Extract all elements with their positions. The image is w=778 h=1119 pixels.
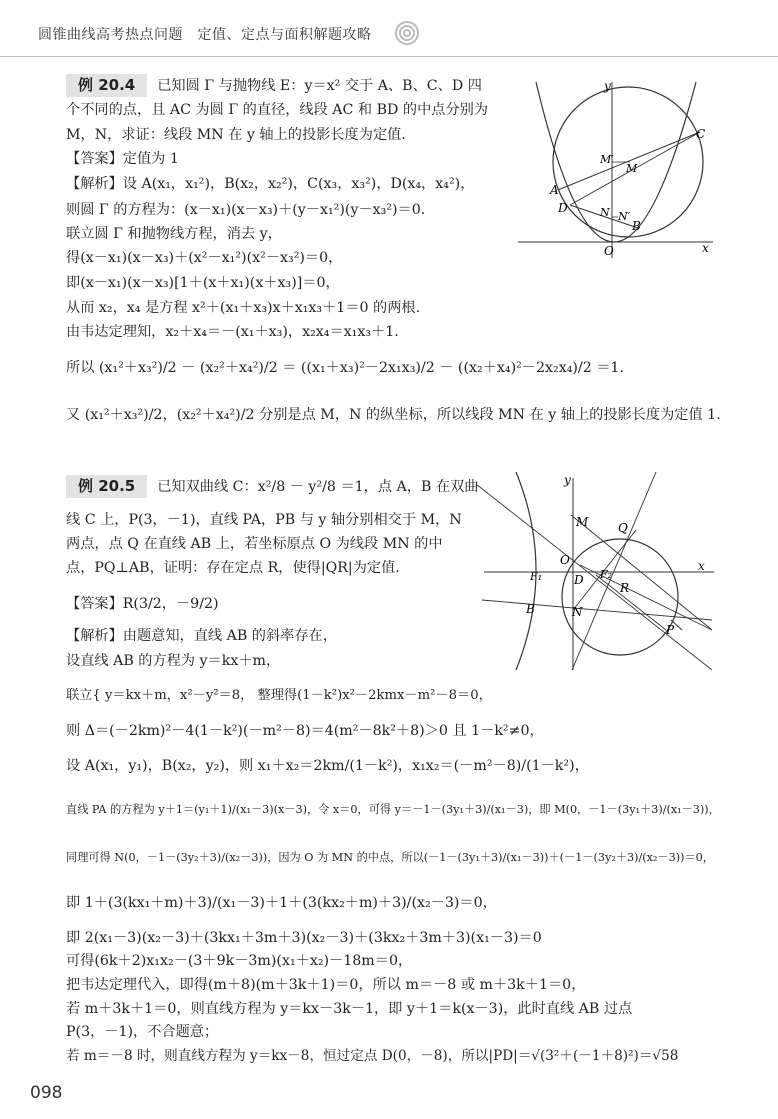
fig2-label-O: O <box>560 553 570 567</box>
fig1-label-N: N <box>600 206 610 219</box>
example-20-4-solution-4: 得(x－x₁)(x－x₃)＋(x²－x₁²)(x²－x₃²)＝0， <box>66 250 343 266</box>
page-number: 098 <box>30 1083 63 1103</box>
example-20-5-solution-10: 可得(6k＋2)x₁x₂－(3＋9k－3m)(x₁＋x₂)－18m＝0， <box>66 953 413 969</box>
example-20-5-solution-7: 同理可得 N(0，－1－(3y₂＋3)/(x₂－3))，因为 O 为 MN 的中点，所以(－1－(3y₁＋3)/(x₁－3))＋(－1－(3y₂＋3)/(x₂－3))＝0， <box>66 851 714 864</box>
fig1-label-O: O <box>604 244 614 258</box>
example-20-4-tag: 例 20.4 <box>66 74 147 97</box>
example-20-5-solution-6: 直线 PA 的方程为 y＋1＝(y₁＋1)/(x₁－3)(x－3)，令 x＝0，可得 y＝－1－(3y₁＋3)/(x₁－3)，即 M(0，－1－(3y₁＋3)/(x₁－3))， <box>66 803 720 816</box>
example-20-4-line-1: 例 20.4 已知圆 Γ 与抛物线 E：y＝x² 交于 A、B、C、D 四 <box>66 74 482 97</box>
fig2-label-F1: F₁ <box>530 570 543 583</box>
example-20-4-solution-5: 即(x－x₁)(x－x₃)[1＋(x＋x₁)(x＋x₃)]＝0， <box>66 275 340 291</box>
fig2-label-M: M <box>576 515 589 529</box>
figure-20-4 <box>518 78 718 260</box>
fig2-label-x: x <box>698 559 705 573</box>
example-20-5-solution-2: 设直线 AB 的方程为 y＝kx＋m， <box>66 653 281 669</box>
example-20-4-answer: 【答案】定值为 1 <box>66 151 179 167</box>
example-20-5-solution-1: 【解析】由题意知，直线 AB 的斜率存在， <box>66 628 337 644</box>
example-20-4-solution-2: 则圆 Γ 的方程为：(x－x₁)(x－x₃)＋(y－x₁²)(y－x₃²)＝0. <box>66 202 426 218</box>
fig1-label-B: B <box>632 219 641 233</box>
fig2-label-N: N <box>572 605 583 619</box>
example-20-5-solution-8: 即 1＋(3(kx₁＋m)＋3)/(x₁－3)＋1＋(3(kx₂＋m)＋3)/(x₂－3)＝0， <box>66 895 497 911</box>
example-20-4-solution-1: 【解析】设 A(x₁，x₁²)，B(x₂，x₂²)，C(x₃，x₃²)，D(x₄，x₄²)， <box>66 176 475 192</box>
example-20-5-solution-3: 联立{ y＝kx＋m，x²－y²＝8， 整理得(1－k²)x²－2kmx－m²－8＝0， <box>66 688 492 703</box>
example-20-4-solution-8: 所以 (x₁²＋x₃²)/2 － (x₂²＋x₄²)/2 ＝ ((x₁＋x₃)²－2x₁x₃)/2 － ((x₂＋x₄)²－2x₂x₄)/2 ＝1. <box>66 360 624 376</box>
fig1-label-A: A <box>550 183 559 197</box>
header-swirl-icon <box>392 18 426 48</box>
example-20-4-line-2: 个不同的点，且 AC 为圆 Γ 的直径，线段 AC 和 BD 的中点分别为 <box>66 102 489 118</box>
fig2-label-F2: F₂ <box>600 568 613 581</box>
example-20-5-solution-14: 若 m＝－8 时，则直线方程为 y＝kx－8，恒过定点 D(0，－8)，所以|PD|＝√(3²＋(－1＋8)²)＝√58 <box>66 1048 679 1064</box>
example-20-5-line-2: 线 C 上，P(3，－1)，直线 PA，PB 与 y 轴分别相交于 M，N <box>66 512 462 528</box>
fig2-label-P: P <box>666 623 675 637</box>
example-20-4-solution-7: 由韦达定理知，x₂＋x₄＝－(x₁＋x₃)，x₂x₄＝x₁x₃＋1. <box>66 324 399 340</box>
fig2-label-B: B <box>526 602 535 616</box>
example-20-4-line-3: M，N，求证：线段 MN 在 y 轴上的投影长度为定值． <box>66 127 416 143</box>
example-20-5-solution-12: 若 m＋3k＋1＝0，则直线方程为 y＝kx－3k－1，即 y＋1＝k(x－3)，此时直线 AB 过点 <box>66 1001 633 1017</box>
fig1-label-N1: N′ <box>618 210 631 223</box>
example-20-5-solution-4: 则 Δ＝(－2km)²－4(1－k²)(－m²－8)＝4(m²－8k²＋8)＞0 且 1－k²≠0， <box>66 723 544 739</box>
fig1-label-y: y <box>604 79 611 93</box>
example-20-5-line-3: 两点，点 Q 在直线 AB 上，若坐标原点 O 为线段 MN 的中 <box>66 536 443 552</box>
fig1-label-M: M <box>626 162 638 175</box>
example-20-5-solution-11: 把韦达定理代入，即得(m＋8)(m＋3k＋1)＝0，所以 m＝－8 或 m＋3k＋1＝0， <box>66 977 586 993</box>
header-divider <box>0 56 778 57</box>
example-20-5-answer: 【答案】R(3/2，－9/2) <box>66 596 219 612</box>
fig2-label-R: R <box>620 581 630 595</box>
example-20-5-solution-9: 即 2(x₁－3)(x₂－3)＋(3kx₁＋3m＋3)(x₂－3)＋(3kx₂＋3m＋3)(x₁－3)＝0 <box>66 930 542 946</box>
figure-20-5 <box>476 470 716 675</box>
fig1-label-x: x <box>702 241 709 255</box>
example-20-5-line-4: 点，PQ⊥AB，证明：存在定点 R，使得|QR|为定值. <box>66 560 400 576</box>
running-header: 圆锥曲线高考热点问题 定值、定点与面积解题攻略 <box>38 27 372 43</box>
example-20-4-solution-9: 又 (x₁²＋x₃²)/2，(x₂²＋x₄²)/2 分别是点 M，N 的纵坐标，所以线段 MN 在 y 轴上的投影长度为定值 1. <box>66 407 721 423</box>
fig1-label-D: D <box>558 201 568 215</box>
fig1-label-C: C <box>696 127 706 141</box>
fig2-label-D: D <box>574 573 584 587</box>
example-20-5-line-1: 例 20.5 已知双曲线 C：x²/8 － y²/8 ＝1，点 A，B 在双曲 <box>66 475 478 498</box>
example-20-5-solution-13: P(3，－1)，不合题意； <box>66 1024 219 1040</box>
example-20-4-solution-3: 联立圆 Γ 和抛物线方程，消去 y， <box>66 226 282 242</box>
fig1-label-M1: M′ <box>600 153 614 166</box>
example-20-5-tag: 例 20.5 <box>66 475 147 498</box>
fig2-label-y: y <box>564 473 571 487</box>
example-20-5-solution-5: 设 A(x₁，y₁)，B(x₂，y₂)，则 x₁＋x₂＝2km/(1－k²)，x₁x₂＝(－m²－8)/(1－k²)， <box>66 758 589 774</box>
example-20-4-solution-6: 从而 x₂，x₄ 是方程 x²＋(x₁＋x₃)x＋x₁x₃＋1＝0 的两根. <box>66 300 421 316</box>
fig2-label-Q: Q <box>618 521 628 535</box>
